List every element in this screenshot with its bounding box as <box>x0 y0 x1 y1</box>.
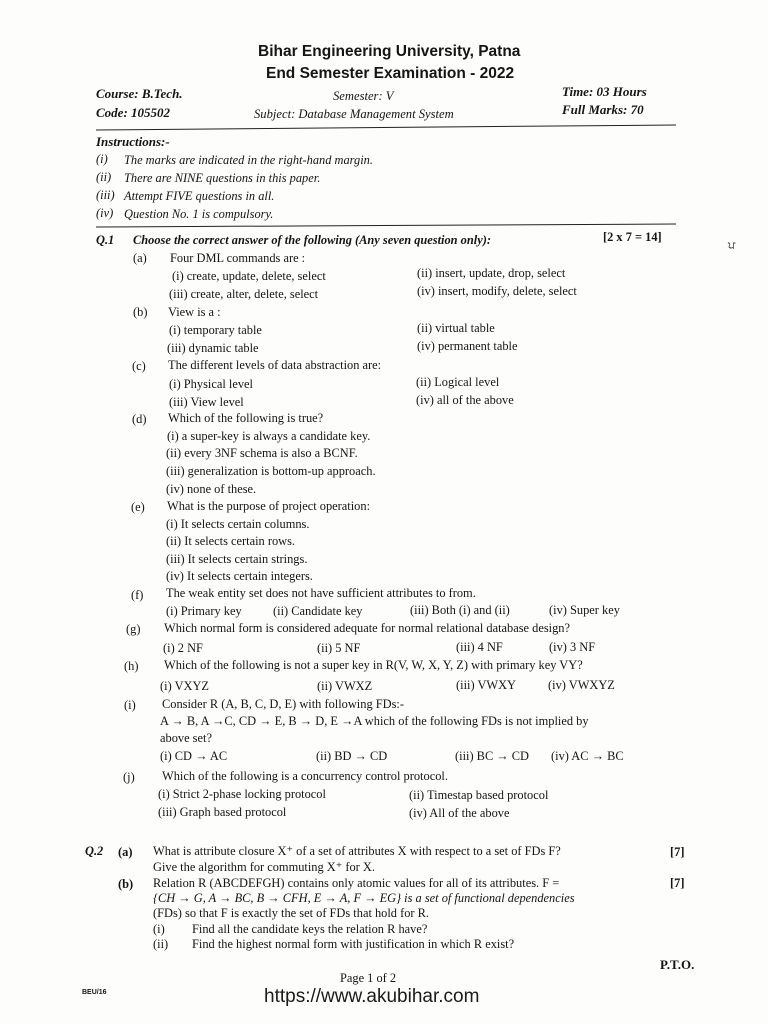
question-stem: The weak entity set does not have sufficient attributes to from. <box>166 586 476 600</box>
option: (iii) 4 NF <box>456 640 503 654</box>
option: (i) Strict 2-phase locking protocol <box>158 787 326 801</box>
option: (i) CD → AC <box>160 749 228 763</box>
q2-number: Q.2 <box>85 844 104 858</box>
instruction-num: (i) <box>96 152 108 166</box>
option: (i) create, update, delete, select <box>172 269 326 283</box>
option: (iii) View level <box>169 395 244 409</box>
option: (iv) AC → BC <box>551 749 624 763</box>
option: (ii) Logical level <box>416 375 500 389</box>
q2b-text: Relation R (ABCDEFGH) contains only atomic values for all of its attributes. F = <box>153 876 560 890</box>
question-stem: Which of the following is true? <box>168 411 324 425</box>
part-label: (j) <box>123 770 135 784</box>
question-stem: View is a : <box>168 305 221 319</box>
time-label: Time: 03 Hours <box>562 84 647 99</box>
course-label: Course: B.Tech. <box>96 86 183 101</box>
part-label: (d) <box>132 412 147 426</box>
part-label: (i) <box>124 698 136 712</box>
option: (ii) every 3NF schema is also a BCNF. <box>166 446 358 460</box>
q2b-marks: [7] <box>670 876 685 890</box>
part-label: (c) <box>132 359 146 373</box>
option: (iii) It selects certain strings. <box>166 552 308 566</box>
instruction-text: Question No. 1 is compulsory. <box>124 207 274 221</box>
page-number: Page 1 of 2 <box>340 971 397 985</box>
option: (ii) 5 NF <box>317 641 361 655</box>
option: (iv) It selects certain integers. <box>166 569 313 583</box>
q1-prompt: Choose the correct answer of the following (Any seven question only): <box>133 233 491 247</box>
instructions-title: Instructions:- <box>96 134 170 149</box>
question-stem-line3: above set? <box>160 731 212 745</box>
subject-label: Subject: Database Management System <box>254 107 454 121</box>
option: (i) a super-key is always a candidate key. <box>167 429 371 443</box>
question-stem: Which normal form is considered adequate for normal relational database design? <box>164 621 570 635</box>
sub-part-num: (ii) <box>153 937 169 951</box>
instruction-num: (iii) <box>96 188 115 202</box>
option: (iii) BC → CD <box>455 749 530 763</box>
instruction-text: Attempt FIVE questions in all. <box>124 189 275 203</box>
part-label: (a) <box>118 845 133 859</box>
question-stem: What is the purpose of project operation: <box>167 499 371 513</box>
option: (iv) insert, modify, delete, select <box>417 284 577 298</box>
option: (ii) VWXZ <box>317 679 373 693</box>
paper-code: BEU/16 <box>82 989 107 996</box>
instruction-num: (ii) <box>96 170 112 184</box>
question-stem: Four DML commands are : <box>170 251 306 265</box>
part-label: (b) <box>118 877 134 891</box>
part-label: (e) <box>131 500 145 514</box>
q2b-text-line3: (FDs) so that F is exactly the set of FDs that hold for R. <box>153 906 430 920</box>
option: (iii) create, alter, delete, select <box>169 287 319 301</box>
sub-part-text: Find the highest normal form with justification in which R exist? <box>192 937 515 951</box>
option: (iv) permanent table <box>417 339 518 353</box>
semester-label: Semester: V <box>333 89 394 103</box>
option: (iv) all of the above <box>416 393 514 407</box>
option: (ii) insert, update, drop, select <box>417 266 566 280</box>
option: (iii) generalization is bottom-up approach. <box>166 464 376 478</box>
question-stem: Which of the following is a concurrency control protocol. <box>162 769 448 783</box>
question-stem: The different levels of data abstraction are: <box>168 358 382 372</box>
option: (ii) It selects certain rows. <box>166 534 296 548</box>
option: (iv) Super key <box>549 603 620 617</box>
option: (i) It selects certain columns. <box>166 517 310 531</box>
option: (iii) Both (i) and (ii) <box>410 603 510 617</box>
option: (ii) virtual table <box>417 321 495 335</box>
option: (iv) 3 NF <box>549 640 596 654</box>
option: (iv) none of these. <box>166 482 257 496</box>
q2a-marks: [7] <box>670 845 685 859</box>
question-stem: Which of the following is not a super key in R(V, W, X, Y, Z) with primary key VY? <box>164 658 583 672</box>
option: (i) VXYZ <box>160 679 209 693</box>
part-label: (a) <box>133 251 147 265</box>
option: (ii) Candidate key <box>273 604 363 618</box>
exam-title: End Semester Examination - 2022 <box>266 65 515 82</box>
option: (iii) VWXY <box>456 678 516 692</box>
option: (i) 2 NF <box>163 641 203 655</box>
option: (i) Physical level <box>169 377 253 391</box>
q2a-text: What is attribute closure X⁺ of a set of attributes X with respect to a set of FDs F? <box>153 844 561 858</box>
option: (i) Primary key <box>166 604 242 618</box>
q2a-text-line2: Give the algorithm for commuting X⁺ for X. <box>153 860 375 874</box>
sub-part-text: Find all the candidate keys the relation R have? <box>192 922 428 936</box>
question-stem: Consider R (A, B, C, D, E) with following FDs:- <box>162 697 404 711</box>
instruction-text: The marks are indicated in the right-hand margin. <box>124 153 373 167</box>
source-url-link[interactable]: https://www.akubihar.com <box>264 986 480 1007</box>
university-title: Bihar Engineering University, Patna <box>258 43 521 60</box>
handwritten-mark: ਪ <box>728 239 736 252</box>
part-label: (g) <box>126 622 141 636</box>
instruction-num: (iv) <box>96 206 114 220</box>
instruction-text: There are NINE questions in this paper. <box>124 171 321 185</box>
code-label: Code: 105502 <box>96 105 171 120</box>
option: (iv) VWXYZ <box>548 678 615 692</box>
full-marks-label: Full Marks: 70 <box>562 102 644 117</box>
q2b-text-line2: {CH → G, A → BC, B → CFH, E → A, F → EG} is a set of functional dependencies <box>153 891 575 905</box>
header-rule <box>96 124 676 130</box>
sub-part-num: (i) <box>153 922 165 936</box>
option: (i) temporary table <box>169 323 262 337</box>
part-label: (f) <box>131 588 144 602</box>
part-label: (b) <box>133 305 148 319</box>
part-label: (h) <box>124 659 139 673</box>
instructions-rule <box>96 223 676 227</box>
option: (ii) BD → CD <box>316 749 388 763</box>
option: (ii) Timestap based protocol <box>409 788 549 802</box>
q1-number: Q.1 <box>96 233 115 247</box>
option: (iii) dynamic table <box>167 341 259 355</box>
pto-label: P.T.O. <box>660 957 695 972</box>
option: (iv) All of the above <box>409 806 510 820</box>
q1-marks: [2 x 7 = 14] <box>603 230 662 244</box>
option: (iii) Graph based protocol <box>158 805 287 819</box>
question-stem-line2: A → B, A →C, CD → E, B → D, E →A which of the following FDs is not implied by <box>160 714 589 728</box>
